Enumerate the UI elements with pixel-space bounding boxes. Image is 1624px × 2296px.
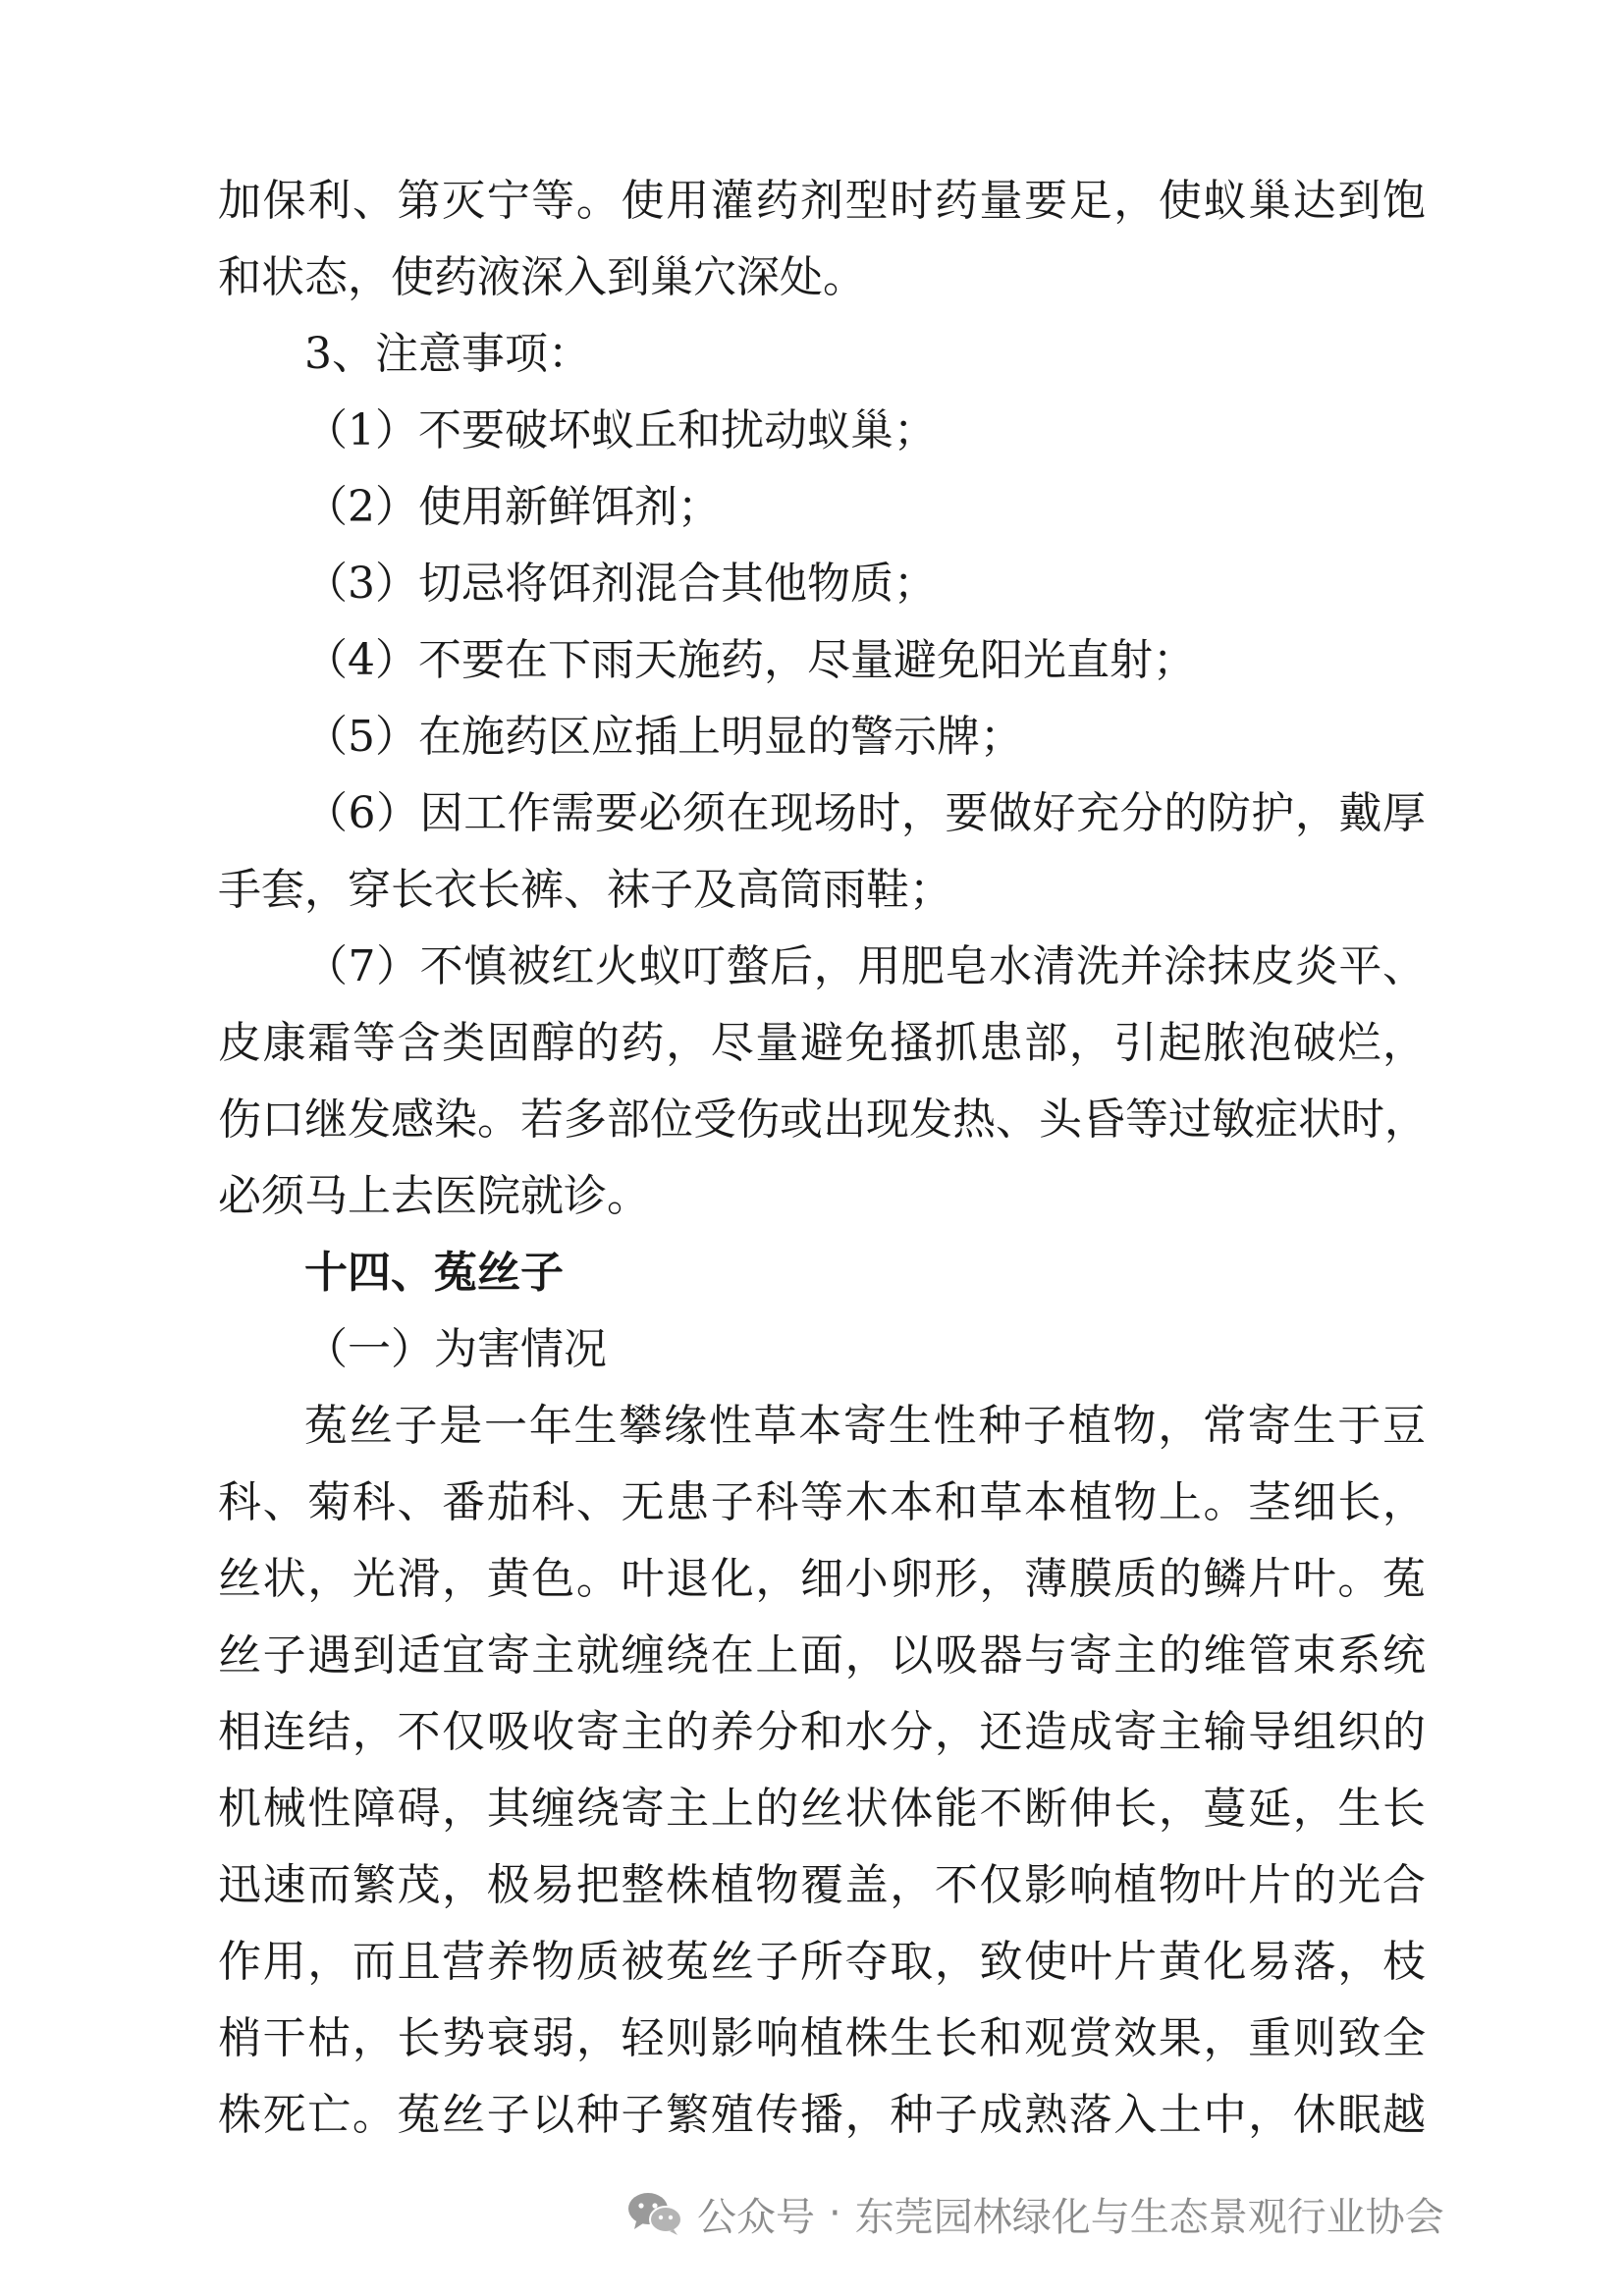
list-item: （2）使用新鲜饵剂；	[304, 482, 721, 532]
footer-account-name: 东莞园林绿化与生态景观行业协会	[854, 2194, 1444, 2240]
body-line: 迅速而繁茂，极易把整株植物覆盖，不仅影响植物叶片的光合	[218, 1860, 1426, 1910]
body-line: 丝状，光滑，黄色。叶退化，细小卵形，薄膜质的鳞片叶。菟	[218, 1554, 1426, 1604]
footer-separator: ·	[829, 2191, 841, 2236]
list-item-continuation: 伤口继发感染。若多部位受伤或出现发热、头昏等过敏症状时，	[218, 1095, 1428, 1145]
body-line: 株死亡。菟丝子以种子繁殖传播，种子成熟落入土中，休眠越	[218, 2090, 1426, 2140]
list-item: （5）在施药区应插上明显的警示牌；	[304, 712, 1023, 762]
footer-label: 公众号	[697, 2194, 815, 2240]
watermark-footer	[626, 2184, 1444, 2243]
list-item: （6）因工作需要必须在现场时，要做好充分的防护，戴厚	[304, 788, 1426, 838]
list-item: （4）不要在下雨天施药，尽量避免阳光直射；	[304, 635, 1196, 685]
list-item-continuation: 皮康霜等含类固醇的药，尽量避免搔抓患部，引起脓泡破烂，	[218, 1018, 1426, 1068]
body-line: 菟丝子是一年生攀缘性草本寄生性种子植物，常寄生于豆	[304, 1401, 1426, 1451]
body-line: 和状态，使药液深入到巢穴深处。	[218, 252, 866, 302]
list-heading: 3、注意事项：	[304, 329, 591, 379]
list-item: （7）不慎被红火蚁叮螫后，用肥皂水清洗并涂抹皮炎平、	[304, 941, 1426, 991]
list-item-continuation: 必须马上去医院就诊。	[218, 1171, 650, 1221]
list-item-continuation: 手套，穿长衣长裤、袜子及高筒雨鞋；	[218, 865, 952, 915]
body-line: 科、菊科、番茄科、无患子科等木本和草本植物上。茎细长，	[218, 1477, 1426, 1527]
section-heading: 十四、菟丝子	[304, 1248, 564, 1298]
body-line: 机械性障碍，其缠绕寄主上的丝状体能不断伸长，蔓延，生长	[218, 1784, 1426, 1834]
subsection-heading: （一）为害情况	[304, 1324, 607, 1374]
list-item: （3）切忌将饵剂混合其他物质；	[304, 559, 937, 609]
body-line: 相连结，不仅吸收寄主的养分和水分，还造成寄主输导组织的	[218, 1707, 1426, 1757]
body-line: 作用，而且营养物质被菟丝子所夺取，致使叶片黄化易落，枝	[218, 1937, 1426, 1987]
body-line: 加保利、第灭宁等。使用灌药剂型时药量要足，使蚁巢达到饱	[218, 176, 1426, 226]
body-line: 梢干枯，长势衰弱，轻则影响植株生长和观赏效果，重则致全	[218, 2013, 1426, 2063]
body-line: 丝子遇到适宜寄主就缠绕在上面，以吸器与寄主的维管束系统	[218, 1630, 1426, 1681]
list-item: （1）不要破坏蚁丘和扰动蚁巢；	[304, 405, 937, 455]
wechat-icon	[626, 2190, 683, 2237]
